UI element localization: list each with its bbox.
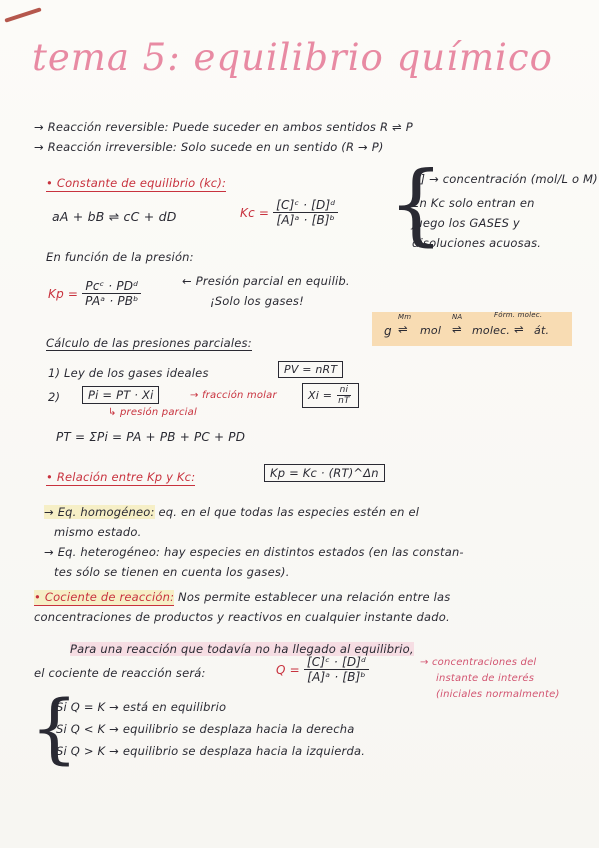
case-2: Si Q < K → equilibrio se desplaza hacia la derecha — [56, 722, 355, 736]
reversible-line: → Reacción reversible: Puede suceder en ambos sentidos R ⇌ P — [34, 120, 413, 134]
conv-arrow1: ⇌ — [398, 322, 408, 336]
kc-note-1: [ ] → concentración (mol/L o M) — [412, 172, 598, 186]
kp-heading: En función de la presión: — [46, 250, 194, 264]
kc-formula — [240, 198, 338, 227]
kp-numerator: Pcᶜ · PDᵈ — [82, 279, 141, 294]
homogeneo-line — [44, 505, 419, 519]
conv-arrow3-label: Fórm. molec. — [494, 311, 543, 319]
relacion-heading-text: • Relación entre Kp y Kc: — [46, 470, 196, 484]
cociente-text-3: Para una reacción que todavía no ha llegado al equilibrio, — [70, 642, 414, 656]
conv-arrow2-label: NA — [452, 313, 463, 321]
kc-heading — [46, 176, 226, 190]
homogeneo-line-2: mismo estado. — [54, 525, 142, 539]
kp-fraction — [82, 279, 141, 308]
case-3: Si Q > K → equilibrio se desplaza hacia la izquierda. — [56, 744, 366, 758]
molar-fraction-formula — [302, 383, 359, 408]
q-note-3: (iniciales normalmente) — [436, 689, 560, 700]
xi-numerator: ni — [337, 385, 352, 396]
conv-g: g — [384, 324, 392, 338]
kp-denominator: PAᵃ · PBᵇ — [85, 294, 139, 308]
ideal-gas-formula: PV = nRT — [278, 361, 343, 378]
kp-formula — [48, 279, 142, 308]
heterogeneo-line-2: tes sólo se tienen en cuenta los gases). — [54, 565, 290, 579]
fraccion-molar-note: → fracción molar — [190, 390, 277, 401]
conv-at: át. — [534, 324, 550, 337]
xi-denominator: nT — [338, 396, 350, 406]
cociente-line-1 — [34, 590, 450, 604]
conv-mol: mol — [420, 324, 442, 337]
kc-heading-text: • Constante de equilibrio (kc): — [46, 176, 227, 190]
conv-arrow3: ⇌ — [514, 322, 524, 336]
kc-brace: { — [388, 152, 444, 255]
case-1: Si Q = K → está en equilibrio — [56, 700, 227, 714]
presiones-heading — [46, 336, 252, 350]
q-fraction — [304, 655, 369, 684]
kc-numerator: [C]ᶜ · [D]ᵈ — [273, 198, 338, 213]
partial-pressure-formula: Pi = PT · Xi — [82, 386, 159, 404]
cociente-term: • Cociente de reacción: — [34, 590, 175, 604]
heterogeneo-line: → Eq. heterogéneo: hay especies en distintos estados (en las constan- — [44, 545, 464, 559]
conv-molec: molec. — [472, 324, 511, 337]
kp-note-1: ← Presión parcial en equilib. — [182, 274, 350, 288]
cociente-line-2: concentraciones de productos y reactivos en cualquier instante dado. — [34, 610, 450, 624]
cases-brace: { — [30, 683, 79, 772]
presiones-heading-text: Cálculo de las presiones parciales: — [46, 336, 252, 350]
q-note-2: instante de interés — [436, 673, 535, 684]
presiones-item-1: 1) Ley de los gases ideales — [48, 366, 209, 380]
kc-label: Kc = — [240, 205, 270, 220]
kc-note-3: juego los GASES y — [412, 216, 520, 230]
q-denominator: [A]ᵃ · [B]ᵇ — [307, 670, 366, 684]
presion-parcial-note: ↳ presión parcial — [108, 407, 197, 418]
page-title: tema 5: equilibrio químico — [32, 36, 553, 79]
relacion-heading — [46, 470, 195, 484]
kp-note-2: ¡Solo los gases! — [210, 294, 304, 308]
cociente-line-3 — [70, 642, 414, 656]
cociente-text-1: Nos permite establecer una relación entre las — [178, 590, 451, 604]
xi-fraction — [335, 385, 353, 406]
kc-denominator: [A]ᵃ · [B]ᵇ — [276, 213, 336, 227]
conv-arrow2: ⇌ — [452, 322, 462, 336]
kp-kc-formula: Kp = Kc · (RT)^Δn — [264, 464, 385, 482]
kc-note-2: En Kc solo entran en — [412, 196, 535, 210]
cociente-line-4: el cociente de reacción será: — [34, 666, 206, 680]
homogeneo-term: → Eq. homogéneo: — [44, 505, 155, 519]
kc-reaction: aA + bB ⇌ cC + dD — [52, 209, 177, 224]
kc-fraction — [273, 198, 338, 227]
pen-mark — [4, 7, 41, 23]
total-pressure-formula: PT = ΣPi = PA + PB + PC + PD — [56, 430, 246, 444]
q-note-1: → concentraciones del — [420, 657, 537, 668]
irreversible-line: → Reacción irreversible: Solo sucede en un sentido (R → P) — [34, 140, 384, 154]
q-label: Q = — [276, 662, 300, 677]
conv-arrow1-label: Mm — [398, 313, 412, 321]
kc-note-4: disoluciones acuosas. — [412, 236, 542, 250]
xi-label: Xi = — [308, 389, 333, 402]
q-numerator: [C]ᶜ · [D]ᵈ — [304, 655, 369, 670]
homogeneo-text: eq. en el que todas las especies estén en el — [158, 505, 420, 519]
presiones-item-2: 2) — [48, 390, 61, 404]
kp-label: Kp = — [48, 286, 79, 301]
q-formula — [276, 655, 369, 684]
